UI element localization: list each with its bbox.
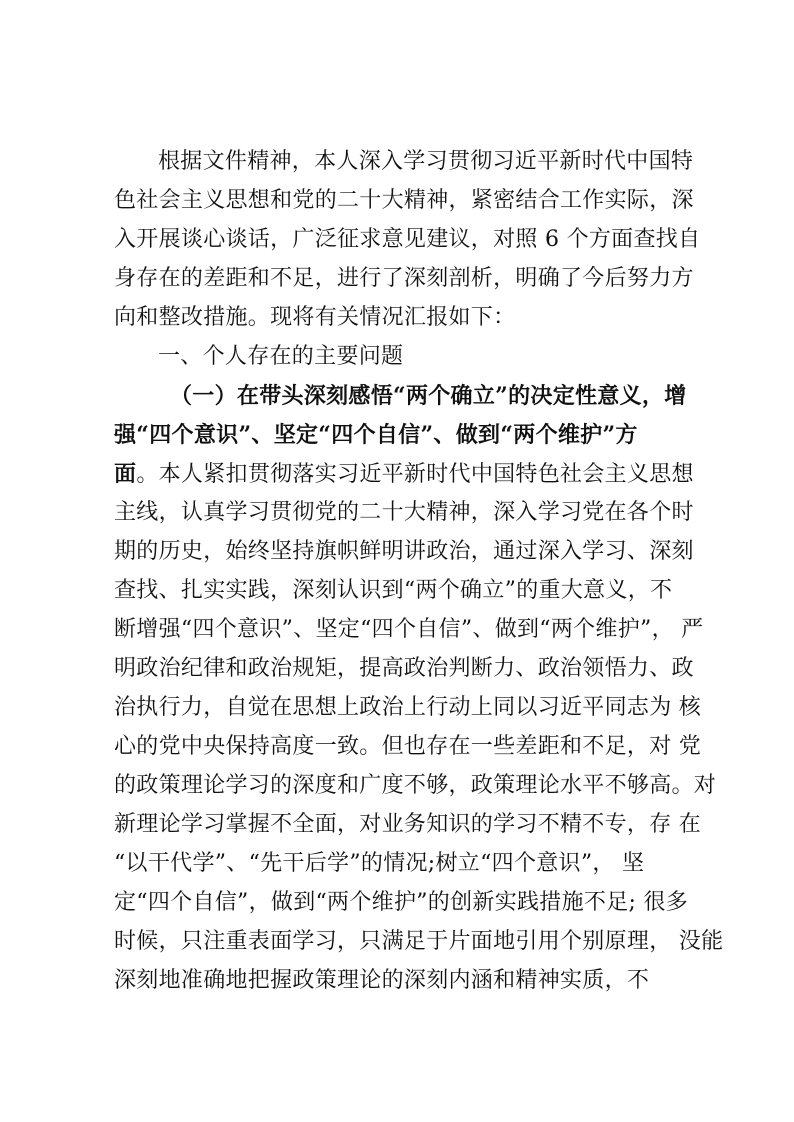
body-line-8: 心的党中央保持高度一致。但也存在一些差距和不足，对 党 <box>114 734 702 759</box>
body-line-7: 治执行力，自觉在思想上政治上行动上同以习近平同志为 核 <box>114 695 702 720</box>
paragraph-intro-line-3: 入开展谈心谈话，广泛征求意见建议，对照 6 个方面查找自 <box>114 227 701 252</box>
body-line-2: 主线，认真学习贯彻党的二十大精神，深入学习党在各个时 <box>114 500 694 525</box>
body-line-14: 深刻地准确地把握政策理论的深刻内涵和精神实质，不 <box>114 968 650 993</box>
subsection-heading-line-2: 强“四个意识”、坚定“四个自信”、做到“两个维护”方 <box>114 422 638 448</box>
body-line-13: 时候，只注重表面学习，只满足于片面地引用个别原理， 没能 <box>114 929 724 954</box>
body-line-4: 查找、扎实实践，深刻认识到“两个确立”的重大意义，不 <box>114 578 673 603</box>
body-line-9: 的政策理论学习的深度和广度不够，政策理论水平不够高。对 <box>114 773 717 798</box>
section-heading-1: 一、个人存在的主要问题 <box>158 344 404 369</box>
body-line-1 <box>114 457 694 491</box>
body-line-5: 断增强“四个意识”、坚定“四个自信”、做到“两个维护”， 严 <box>114 617 704 642</box>
body-line-3: 期的历史，始终坚持旗帜鲜明讲政治，通过深入学习、深刻 <box>114 539 694 564</box>
body-line-10: 新理论学习掌握不全面，对业务知识的学习不精不专，存 在 <box>114 812 702 837</box>
body-line-1-text: 。本人紧扣贯彻落实习近平新时代中国特色社会主义思想 <box>136 462 694 487</box>
body-line-12: 定“四个自信”，做到“两个维护”的创新实践措施不足; 很多 <box>114 890 689 915</box>
paragraph-intro-line-1: 根据文件精神，本人深入学习贯彻习近平新时代中国特 <box>158 149 694 174</box>
subsection-heading-line-3: 面 <box>114 461 137 487</box>
body-line-11: “以干代学”、“先干后学”的情况;树立“四个意识”， 坚 <box>114 851 645 876</box>
body-line-6: 明政治纪律和政治规矩，提高政治判断力、政治领悟力、政 <box>114 656 694 681</box>
paragraph-intro-line-5: 向和整改措施。现将有关情况汇报如下： <box>114 305 516 330</box>
subsection-heading-line-1: （一）在带头深刻感悟“两个确立”的决定性意义，增 <box>170 383 687 409</box>
paragraph-intro-line-4: 身存在的差距和不足，进行了深刻剖析，明确了今后努力方 <box>114 266 694 291</box>
paragraph-intro-line-2: 色社会主义思想和党的二十大精神，紧密结合工作实际，深 <box>114 188 694 213</box>
